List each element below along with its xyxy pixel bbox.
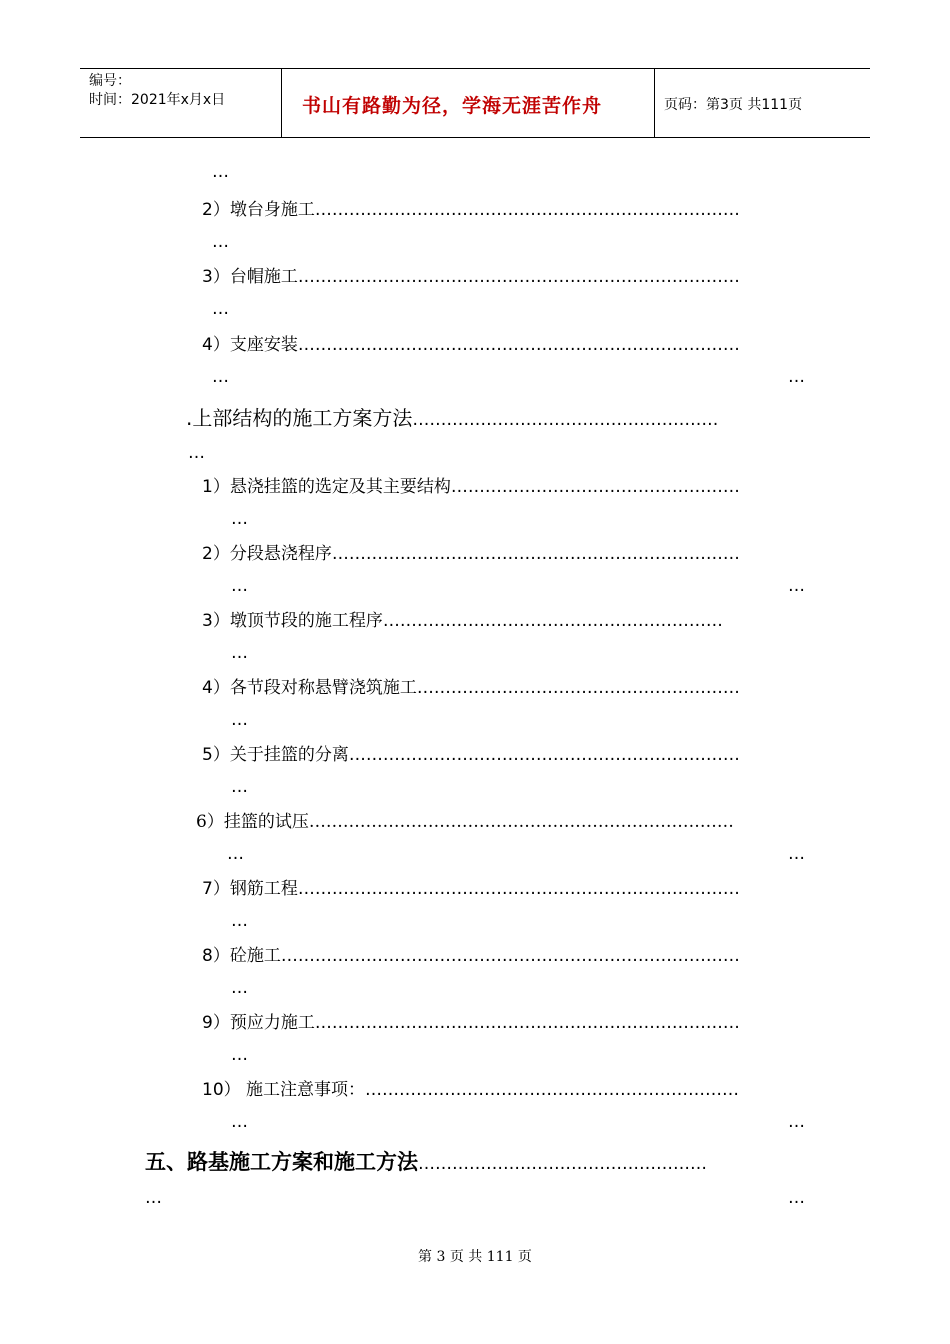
toc-entry-text: 2）墩台身施工 [202,200,315,220]
toc-cont-dots-right: … [788,1112,805,1132]
toc-entry-text: 9）预应力施工 [202,1013,315,1033]
toc-cont-dots-right: … [788,367,805,387]
toc-leader-dots: …………………………………………………………………… [297,267,740,287]
toc-entry [196,810,806,834]
toc-cont-dots: … [227,844,244,864]
toc-entry [202,265,806,289]
toc-entry [202,475,806,499]
toc-leader-dots: …………………………………………………………………… [297,335,740,355]
toc-cont-dots: … [231,509,248,529]
toc-entry-text: 7）钢筋工程 [202,879,298,899]
toc-entry-text: 5）关于挂篮的分离 [202,745,349,765]
toc-entry [202,1011,806,1035]
toc-entry-text: 4）各节段对称悬臂浇筑施工 [202,678,417,698]
toc-cont-dots-right: … [788,1188,805,1208]
toc-entry-text: 1）悬浇挂篮的选定及其主要结构 [202,477,451,497]
time-label: 时间：2021年x月x日 [89,92,226,108]
toc-cont-dots: … [212,299,229,319]
toc-leader-dots: ……………………………………………………………………… [280,946,740,966]
toc-entry [202,198,806,222]
toc-cont-dots: … [231,978,248,998]
header-motto-cell [282,69,655,137]
toc-entry [202,676,806,700]
toc-cont-dots-right: … [788,576,805,596]
toc-entry [202,609,806,633]
toc-cont-dots: … [231,643,248,663]
header-meta-cell [80,69,282,137]
toc-entry-text: 10） 施工注意事项： [202,1080,366,1100]
toc-leader-dots: ………………………………………………………………… [314,200,740,220]
toc-leader-dots: ………………………………………………… [416,678,740,698]
toc-entry-text: 8）砼施工 [202,946,281,966]
toc-entry [202,877,806,901]
number-label: 编号： [89,73,131,89]
toc-entry [202,333,806,357]
toc-entry [202,743,806,767]
page-label: 页码：第3页 共111页 [664,97,803,113]
toc-cont-dots-right: … [788,844,805,864]
toc-cont-dots: … [231,777,248,797]
toc-entry [202,542,806,566]
toc-cont-dots: … [212,232,229,252]
toc-entry [202,944,806,968]
toc-leader-dots: …………………………………………… [450,477,740,497]
toc-cont-dots: … [188,443,205,463]
toc-leader-dots: ……………………………………………… [412,410,719,430]
toc-leader-dots: …………………………………………………… [382,611,723,631]
toc-entry-text: 3）墩顶节段的施工程序 [202,611,383,631]
toc-cont-dots: … [231,911,248,931]
lead-dots: … [212,162,229,182]
toc-leader-dots: …………………………………………………………… [348,745,740,765]
toc-leader-dots: ………………………………………………………………… [308,812,734,832]
header-page-cell [655,69,870,137]
toc-cont-dots: … [212,367,229,387]
toc-section-heading [186,406,806,432]
toc-cont-dots: … [231,576,248,596]
toc-entry-text: 2）分段悬浇程序 [202,544,332,564]
toc-chapter-heading [145,1150,806,1176]
toc-entry-text: 4）支座安装 [202,335,298,355]
toc-cont-dots: … [231,1112,248,1132]
toc-entry-text: .上部结构的施工方案方法 [186,406,413,430]
toc-leader-dots: ………………………………………………………………… [314,1013,740,1033]
toc-leader-dots: …………………………………………… [418,1154,707,1174]
motto-text: 书山有路勤为径，学海无涯苦作舟 [302,95,603,117]
page-footer: 第 3 页 共 111 页 [418,1249,532,1265]
toc-cont-dots: … [145,1188,162,1208]
toc-entry [202,1078,806,1102]
toc-leader-dots: ……………………………………………………………… [331,544,740,564]
toc-cont-dots: … [231,710,248,730]
toc-entry-text: 五、路基施工方案和施工方法 [145,1150,418,1174]
toc-leader-dots: …………………………………………………………………… [297,879,740,899]
toc-entry-text: 6）挂篮的试压 [196,812,309,832]
page-header [80,68,870,138]
toc-leader-dots: ………………………………………………………… [365,1080,740,1100]
toc-entry-text: 3）台帽施工 [202,267,298,287]
toc-cont-dots: … [231,1045,248,1065]
